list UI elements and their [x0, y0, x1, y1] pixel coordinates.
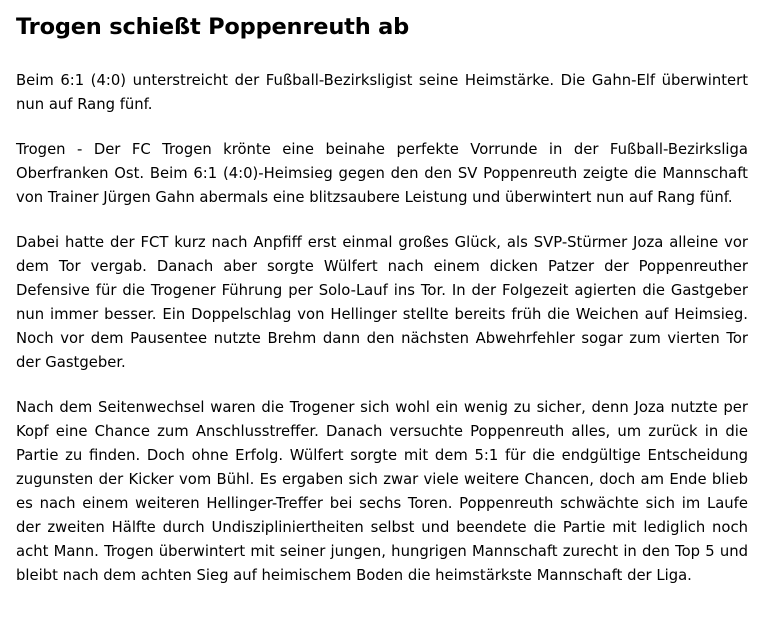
article-paragraph-second-half: Nach dem Seitenwechsel waren die Trogener sich wohl ein wenig zu sicher, denn Joza nutzte per Kopf eine Chance zum Anschlusstreffer. Danach versuchte Poppenreuth alles, um zurück in die Partie zu finden. Doch ohne Erfolg. Wülfert sorgte mit dem 5:1 für die endgültige Entscheidung zugunsten der Kicker vom Bühl. Es ergaben sich zwar viele weitere Chancen, doch am Ende blieb es nach einem weiteren Hellinger-Treffer bei sechs Toren. Poppenreuth schwächte sich im Laufe der zweiten Hälfte durch Undiszipliniertheiten selbst und beendete die Partie mit lediglich noch acht Mann. Trogen überwintert mit seiner jungen, hungrigen Mannschaft zurecht in den Top 5 und bleibt nach dem achten Sieg auf heimischem Boden die heimstärkste Mannschaft der Liga.	[16, 399, 748, 584]
article-lead-paragraph: Beim 6:1 (4:0) unterstreicht der Fußball-Bezirksligist seine Heimstärke. Die Gahn-Elf überwintert nun auf Rang fünf.	[16, 72, 748, 113]
article-headline: Trogen schießt Poppenreuth ab	[16, 14, 410, 40]
article-paragraph-first-half: Dabei hatte der FCT kurz nach Anpfiff erst einmal großes Glück, als SVP-Stürmer Joza alleine vor dem Tor vergab. Danach aber sorgte Wülfert nach einem dicken Patzer der Poppenreuther Defensive für die Trogener Führung per Solo-Lauf ins Tor. In der Folgezeit agierten die Gastgeber nun immer besser. Ein Doppelschlag von Hellinger stellte bereits früh die Weichen auf Heimsieg. Noch vor dem Pausentee nutzte Brehm dann den nächsten Abwehrfehler sogar zum vierten Tor der Gastgeber.	[16, 234, 748, 371]
article-paragraph-intro: Trogen - Der FC Trogen krönte eine beinahe perfekte Vorrunde in der Fußball-Bezirksliga Oberfranken Ost. Beim 6:1 (4:0)-Heimsieg gegen den den SV Poppenreuth zeigte die Mannschaft von Trainer Jürgen Gahn abermals eine blitzsaubere Leistung und überwintert nun auf Rang fünf.	[16, 141, 748, 206]
